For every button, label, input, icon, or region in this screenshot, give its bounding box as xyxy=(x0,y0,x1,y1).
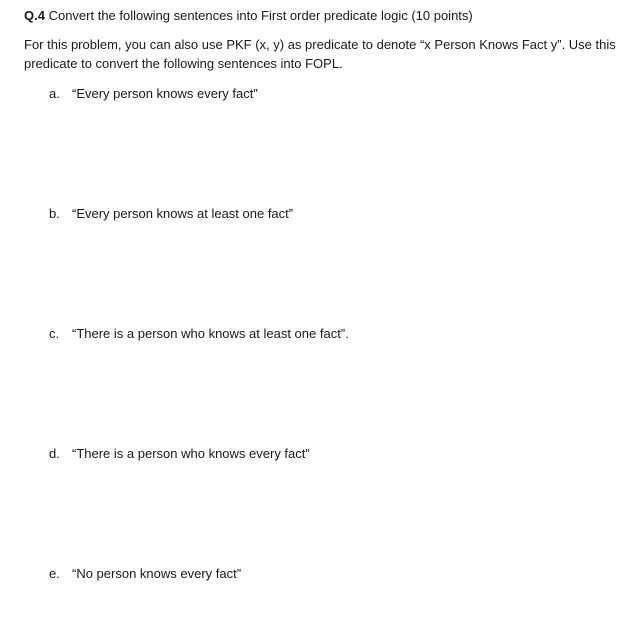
question-title xyxy=(24,7,473,24)
question-intro: For this problem, you can also use PKF (x, y) as predicate to denote “x Person Knows Fact y”. Use this predicate to convert the following sentences into FOPL. xyxy=(24,37,616,71)
item-text: “No person knows every fact” xyxy=(72,566,242,581)
item-text: “Every person knows at least one fact” xyxy=(72,206,294,221)
question-number: Q.4 xyxy=(24,8,45,23)
item-text: “Every person knows every fact” xyxy=(72,86,258,101)
item-text: “There is a person who knows at least one fact”. xyxy=(72,326,349,341)
item-letter: a. xyxy=(49,86,60,101)
list-item xyxy=(49,565,241,582)
list-item xyxy=(49,205,293,222)
list-item xyxy=(49,85,258,102)
list-item xyxy=(49,325,349,342)
item-letter: b. xyxy=(49,206,60,221)
question-title-text: Convert the following sentences into First order predicate logic (10 points) xyxy=(44,8,473,23)
item-letter: d. xyxy=(49,446,60,461)
item-letter: c. xyxy=(49,326,60,341)
list-item xyxy=(49,445,310,462)
item-text: “There is a person who knows every fact” xyxy=(72,446,310,461)
item-letter: e. xyxy=(49,566,60,581)
